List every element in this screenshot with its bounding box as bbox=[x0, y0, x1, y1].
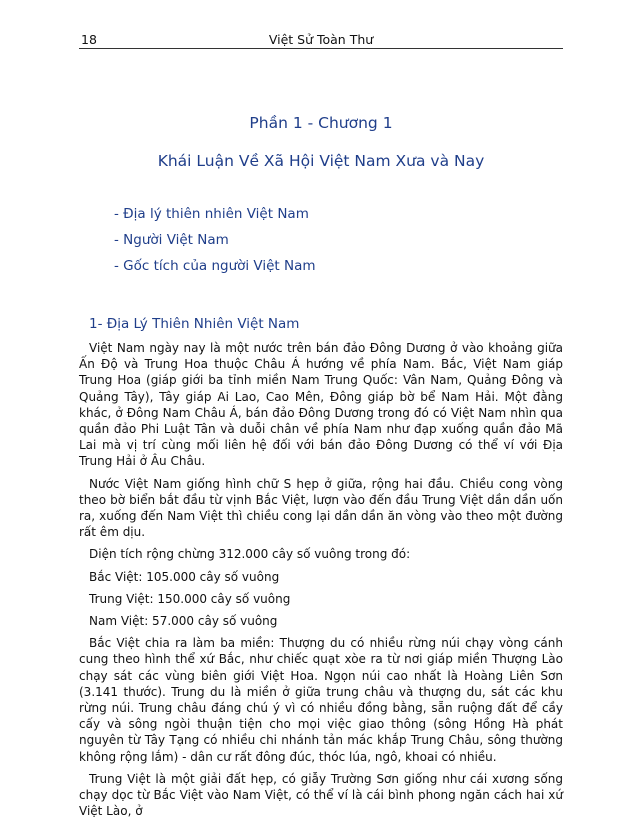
outline-item: - Người Việt Nam bbox=[114, 232, 229, 248]
body-text bbox=[79, 340, 563, 819]
paragraph: Trung Việt: 150.000 cây số vuông bbox=[89, 591, 291, 606]
paragraph: Việt Nam ngày nay là một nước trên bán đảo Đông Dương ở vào khoảng giữa Ấn Độ và Trung Hoa thuộc Châu Á hướng về phía Nam. Bắc, Việt Nam giáp Trung Hoa (giáp giới ba tỉnh miền Nam Trung Quốc: Vân Nam, Quảng Đông và Quảng Tây), Tây giáp Ai Lao, Cao Mên, Đông giáp bờ bể Nam Hải. Một đằng khác, ở Đông Nam Châu Á, bán đảo Đông Dương trong đó có Việt Nam nhìn qua quần đảo Phi Luật Tân và duỗi chân về phía Nam như đạp xuống quần đảo Mã Lai mà vị trí cùng mối liên hệ đối với bán đảo Đông Dương có thể ví với Địa Trung Hải ở Âu Châu. bbox=[79, 341, 563, 469]
outline-item: - Địa lý thiên nhiên Việt Nam bbox=[114, 206, 309, 222]
running-title: Việt Sử Toàn Thư bbox=[268, 32, 374, 47]
paragraph: Trung Việt là một giải đất hẹp, có giẫy Trường Sơn giống như cái xương sống chạy dọc từ Bắc Việt vào Nam Việt, có thể ví là cái bình phong ngăn cách hai xứ Việt Lào, ở bbox=[79, 771, 563, 819]
paragraph: Nam Việt: 57.000 cây số vuông bbox=[89, 614, 278, 629]
page-number: 18 bbox=[81, 32, 97, 47]
outline-item: - Gốc tích của người Việt Nam bbox=[114, 258, 316, 274]
paragraph: Nước Việt Nam giống hình chữ S hẹp ở giữa, rộng hai đầu. Chiều cong vòng theo bờ biển bắt đầu từ vịnh Bắc Việt, lượn vào đến đầu Trung Việt dần dần uốn ra, xuống đến Nam Việt thì chiều cong lại dần dần ăn vòng vào theo một đường rất êm dịu. bbox=[79, 476, 563, 540]
part-title: Phần 1 - Chương 1 bbox=[249, 114, 393, 132]
chapter-title: Khái Luận Về Xã Hội Việt Nam Xưa và Nay bbox=[157, 152, 485, 170]
paragraph: Bắc Việt chia ra làm ba miền: Thượng du có nhiều rừng núi chạy vòng cánh cung theo hình thể xứ Bắc, như chiếc quạt xòe ra từ nơi giáp miền Thượng Lào chạy sát các vùng biên giới Việt Hoa. Ngọn núi cao nhất là Hoàng Liên Sơn (3.141 thước). Trung du là miền ở giữa trung châu và thượng du, sát các khu rừng núi. Trung châu đáng chú ý vì có nhiều đồng bằng, sẵn ruộng đất để cầy cấy và sông ngòi thuận tiện cho mọi việc giao thông (sông Hồng Hà phát nguyên từ Tây Tạng có nhiều chi nhánh tản mác khắp Trung Châu, sông thường không rộng lắm) - dân cư rất đông đúc, thóc lúa, ngô, khoai có nhiều. bbox=[79, 636, 563, 764]
page-header bbox=[79, 22, 563, 49]
section-heading: 1- Địa Lý Thiên Nhiên Việt Nam bbox=[89, 316, 300, 332]
paragraph: Diện tích rộng chừng 312.000 cây số vuông trong đó: bbox=[89, 547, 411, 562]
paragraph: Bắc Việt: 105.000 cây số vuông bbox=[89, 569, 280, 584]
chapter-outline bbox=[114, 206, 316, 284]
